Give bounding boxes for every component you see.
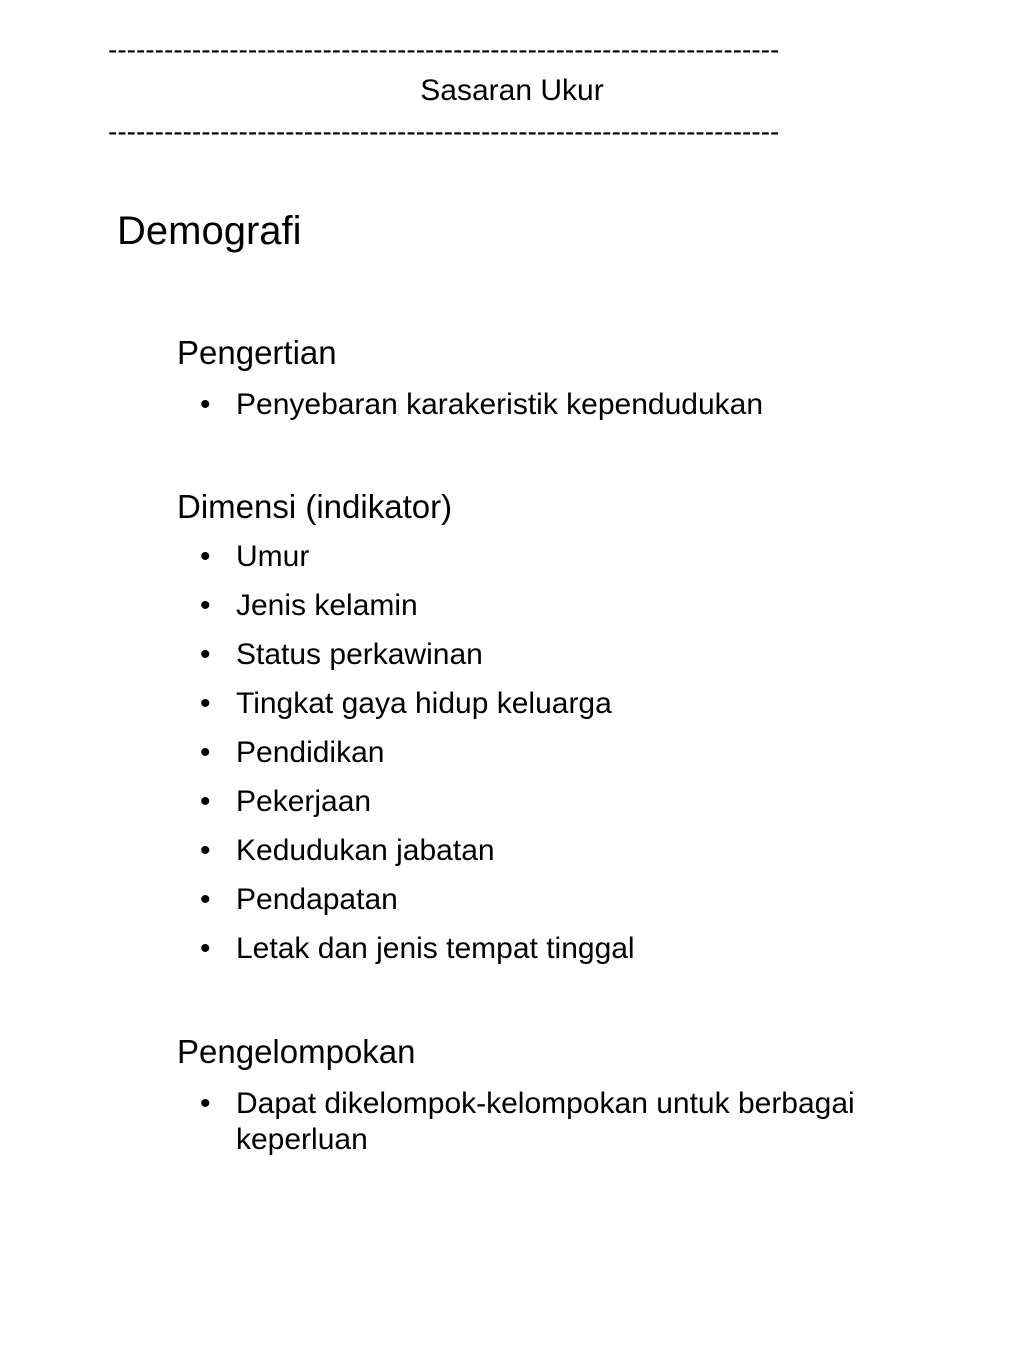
list-item-text: Tingkat gaya hidup keluarga (236, 687, 612, 720)
list-item-text: Letak dan jenis tempat tinggal (236, 932, 635, 965)
bullet-icon: • (200, 638, 211, 671)
list-item (200, 637, 483, 673)
list-item-text: Dapat dikelompok-kelompokan untuk berbagai keperluan (236, 1087, 855, 1156)
header-divider-bottom: ------------------------------------------------------------------------ (108, 118, 780, 146)
list-item-text: Kedudukan jabatan (236, 834, 495, 867)
list-item (200, 931, 635, 967)
bullet-icon: • (200, 687, 211, 720)
bullet-icon: • (200, 589, 211, 622)
bullet-icon: • (200, 834, 211, 867)
bullet-icon: • (200, 540, 211, 573)
section-heading-dimensi: Dimensi (indikator) (177, 488, 453, 525)
list-item (200, 735, 384, 771)
list-item (200, 833, 495, 869)
list-item-text: Umur (236, 540, 310, 573)
bullet-icon: • (200, 883, 211, 916)
bullet-icon: • (200, 785, 211, 818)
header-title: Sasaran Ukur (420, 74, 604, 107)
section-heading-pengertian: Pengertian (177, 334, 337, 371)
list-item-text: Status perkawinan (236, 638, 483, 671)
bullet-icon: • (200, 388, 211, 421)
page-title: Demografi (117, 209, 302, 253)
list-item-text: Penyebaran karakeristik kependudukan (236, 388, 764, 421)
bullet-icon: • (200, 1087, 211, 1120)
list-item (200, 784, 371, 820)
list-item (200, 882, 398, 918)
list-item (200, 686, 612, 722)
list-item (200, 588, 418, 624)
section-heading-pengelompokan: Pengelompokan (177, 1033, 416, 1070)
list-item (200, 539, 309, 575)
list-item (200, 1086, 940, 1158)
list-item-text: Pendidikan (236, 736, 385, 769)
list-item-text: Pendapatan (236, 883, 398, 916)
bullet-icon: • (200, 932, 211, 965)
list-item-text: Jenis kelamin (236, 589, 418, 622)
list-item (200, 387, 763, 423)
bullet-icon: • (200, 736, 211, 769)
list-item-text: Pekerjaan (236, 785, 372, 818)
header-divider-top: ------------------------------------------------------------------------ (108, 36, 780, 64)
